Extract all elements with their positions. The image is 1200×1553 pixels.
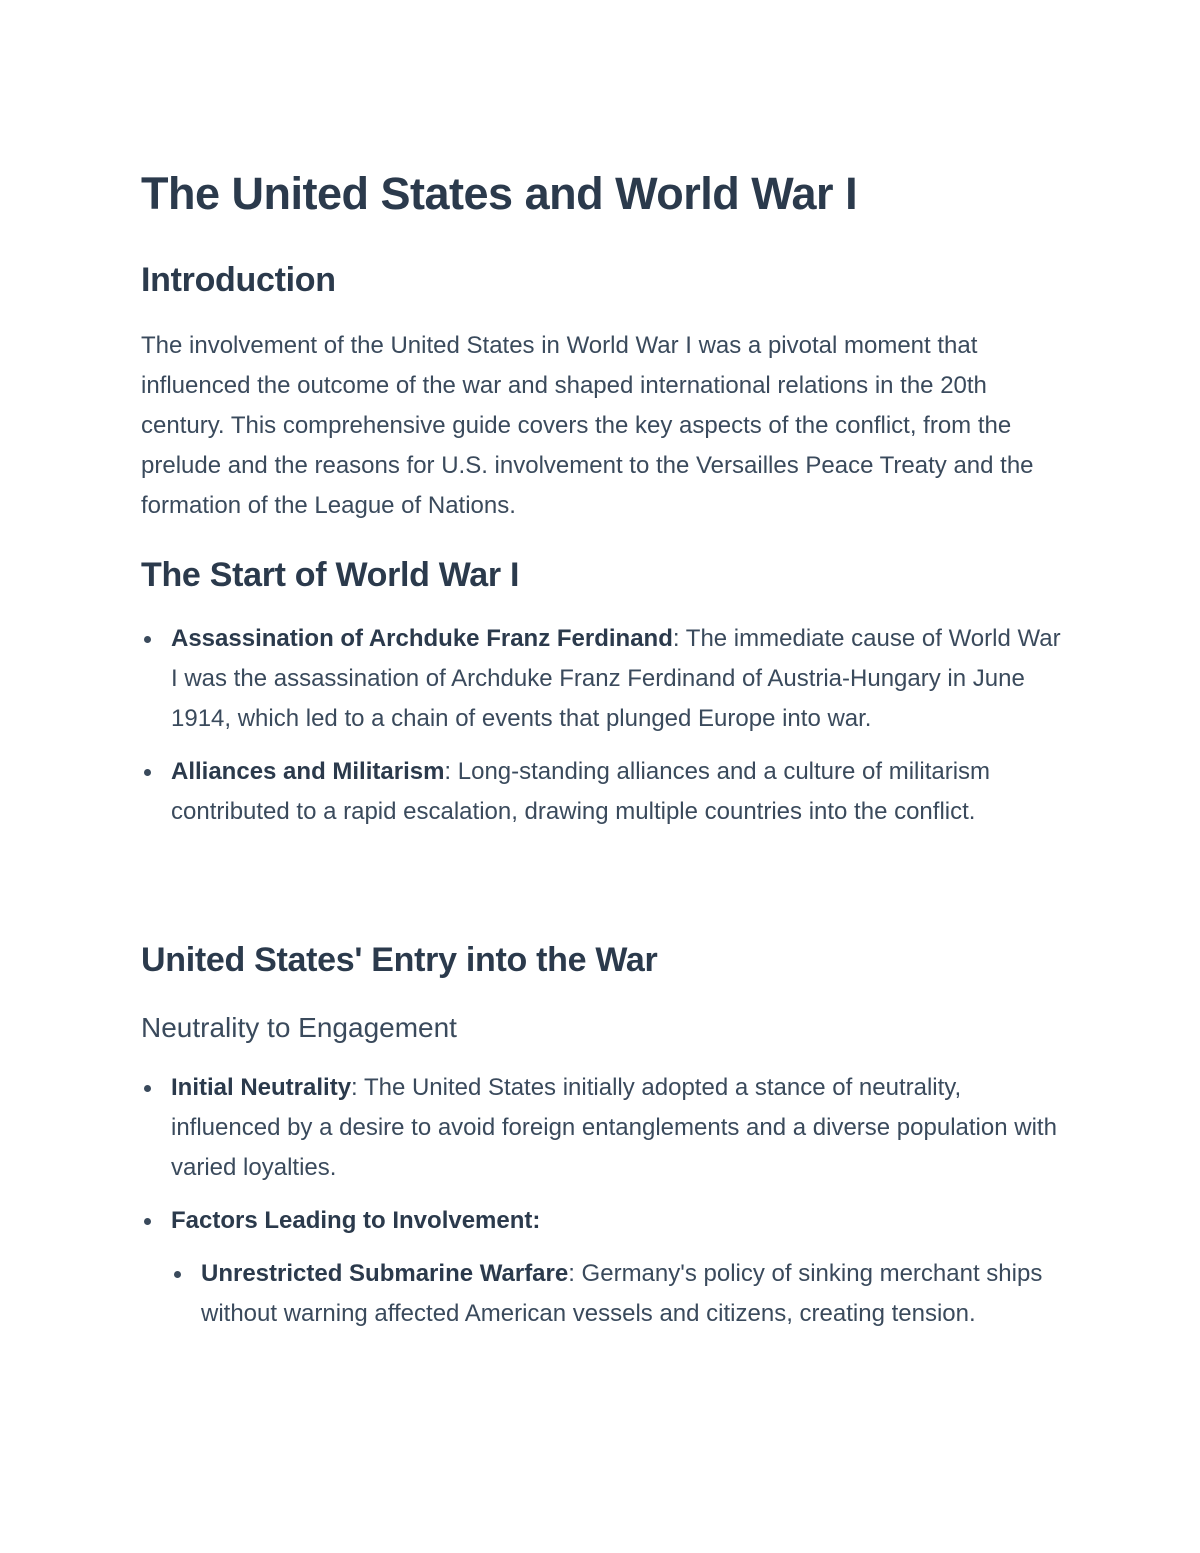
bullet-icon bbox=[144, 636, 151, 643]
introduction-heading: Introduction bbox=[141, 261, 336, 299]
start-of-war-heading: The Start of World War I bbox=[141, 556, 520, 594]
start-of-war-list bbox=[141, 619, 1061, 832]
document-title: The United States and World War I bbox=[141, 168, 858, 219]
bullet-icon bbox=[144, 1085, 151, 1092]
list-item-text: : bbox=[532, 1207, 541, 1234]
list-item bbox=[141, 1068, 1061, 1188]
list-item bbox=[141, 1201, 1061, 1334]
list-item bbox=[141, 619, 1061, 739]
bullet-icon bbox=[144, 769, 151, 776]
list-item-text: : The United States initially adopted a stance of neutrality, influenced by a desire to avoid foreign entanglements and a diverse population with varied loyalties. bbox=[171, 1074, 1057, 1181]
bullet-icon bbox=[174, 1271, 181, 1278]
us-entry-heading: United States' Entry into the War bbox=[141, 941, 658, 979]
list-item-term: Alliances and Militarism bbox=[171, 758, 445, 785]
list-item-text: : The immediate cause of World War I was the assassination of Archduke Franz Ferdinand of Austria-Hungary in June 1914, which led to a chain of events that plunged Europe into war. bbox=[171, 625, 1061, 732]
list-item-term: Assassination of Archduke Franz Ferdinand bbox=[171, 625, 673, 652]
us-entry-list bbox=[141, 1068, 1061, 1334]
list-item-term: Initial Neutrality bbox=[171, 1074, 352, 1101]
list-item-text: : Germany's policy of sinking merchant ships without warning affected American vessels and citizens, creating tension. bbox=[201, 1260, 1043, 1327]
bullet-icon bbox=[144, 1218, 151, 1225]
list-item-term: Unrestricted Submarine Warfare bbox=[201, 1260, 569, 1287]
introduction-paragraph: The involvement of the United States in World War I was a pivotal moment that influenced the outcome of the war and shaped international relations in the 20th century. This comprehensive guide covers the key aspects of the conflict, from the prelude and the reasons for U.S. involvement to the Versailles Peace Treaty and the formation of the League of Nations. bbox=[141, 332, 1034, 519]
list-item-text: : Long-standing alliances and a culture of militarism contributed to a rapid escalation, drawing multiple countries into the conflict. bbox=[171, 758, 991, 825]
list-item-term: Factors Leading to Involvement bbox=[171, 1207, 533, 1234]
nested-list-item bbox=[171, 1254, 1061, 1334]
neutrality-subheading: Neutrality to Engagement bbox=[141, 1012, 457, 1043]
list-item bbox=[141, 752, 1061, 832]
nested-list bbox=[171, 1254, 1061, 1334]
